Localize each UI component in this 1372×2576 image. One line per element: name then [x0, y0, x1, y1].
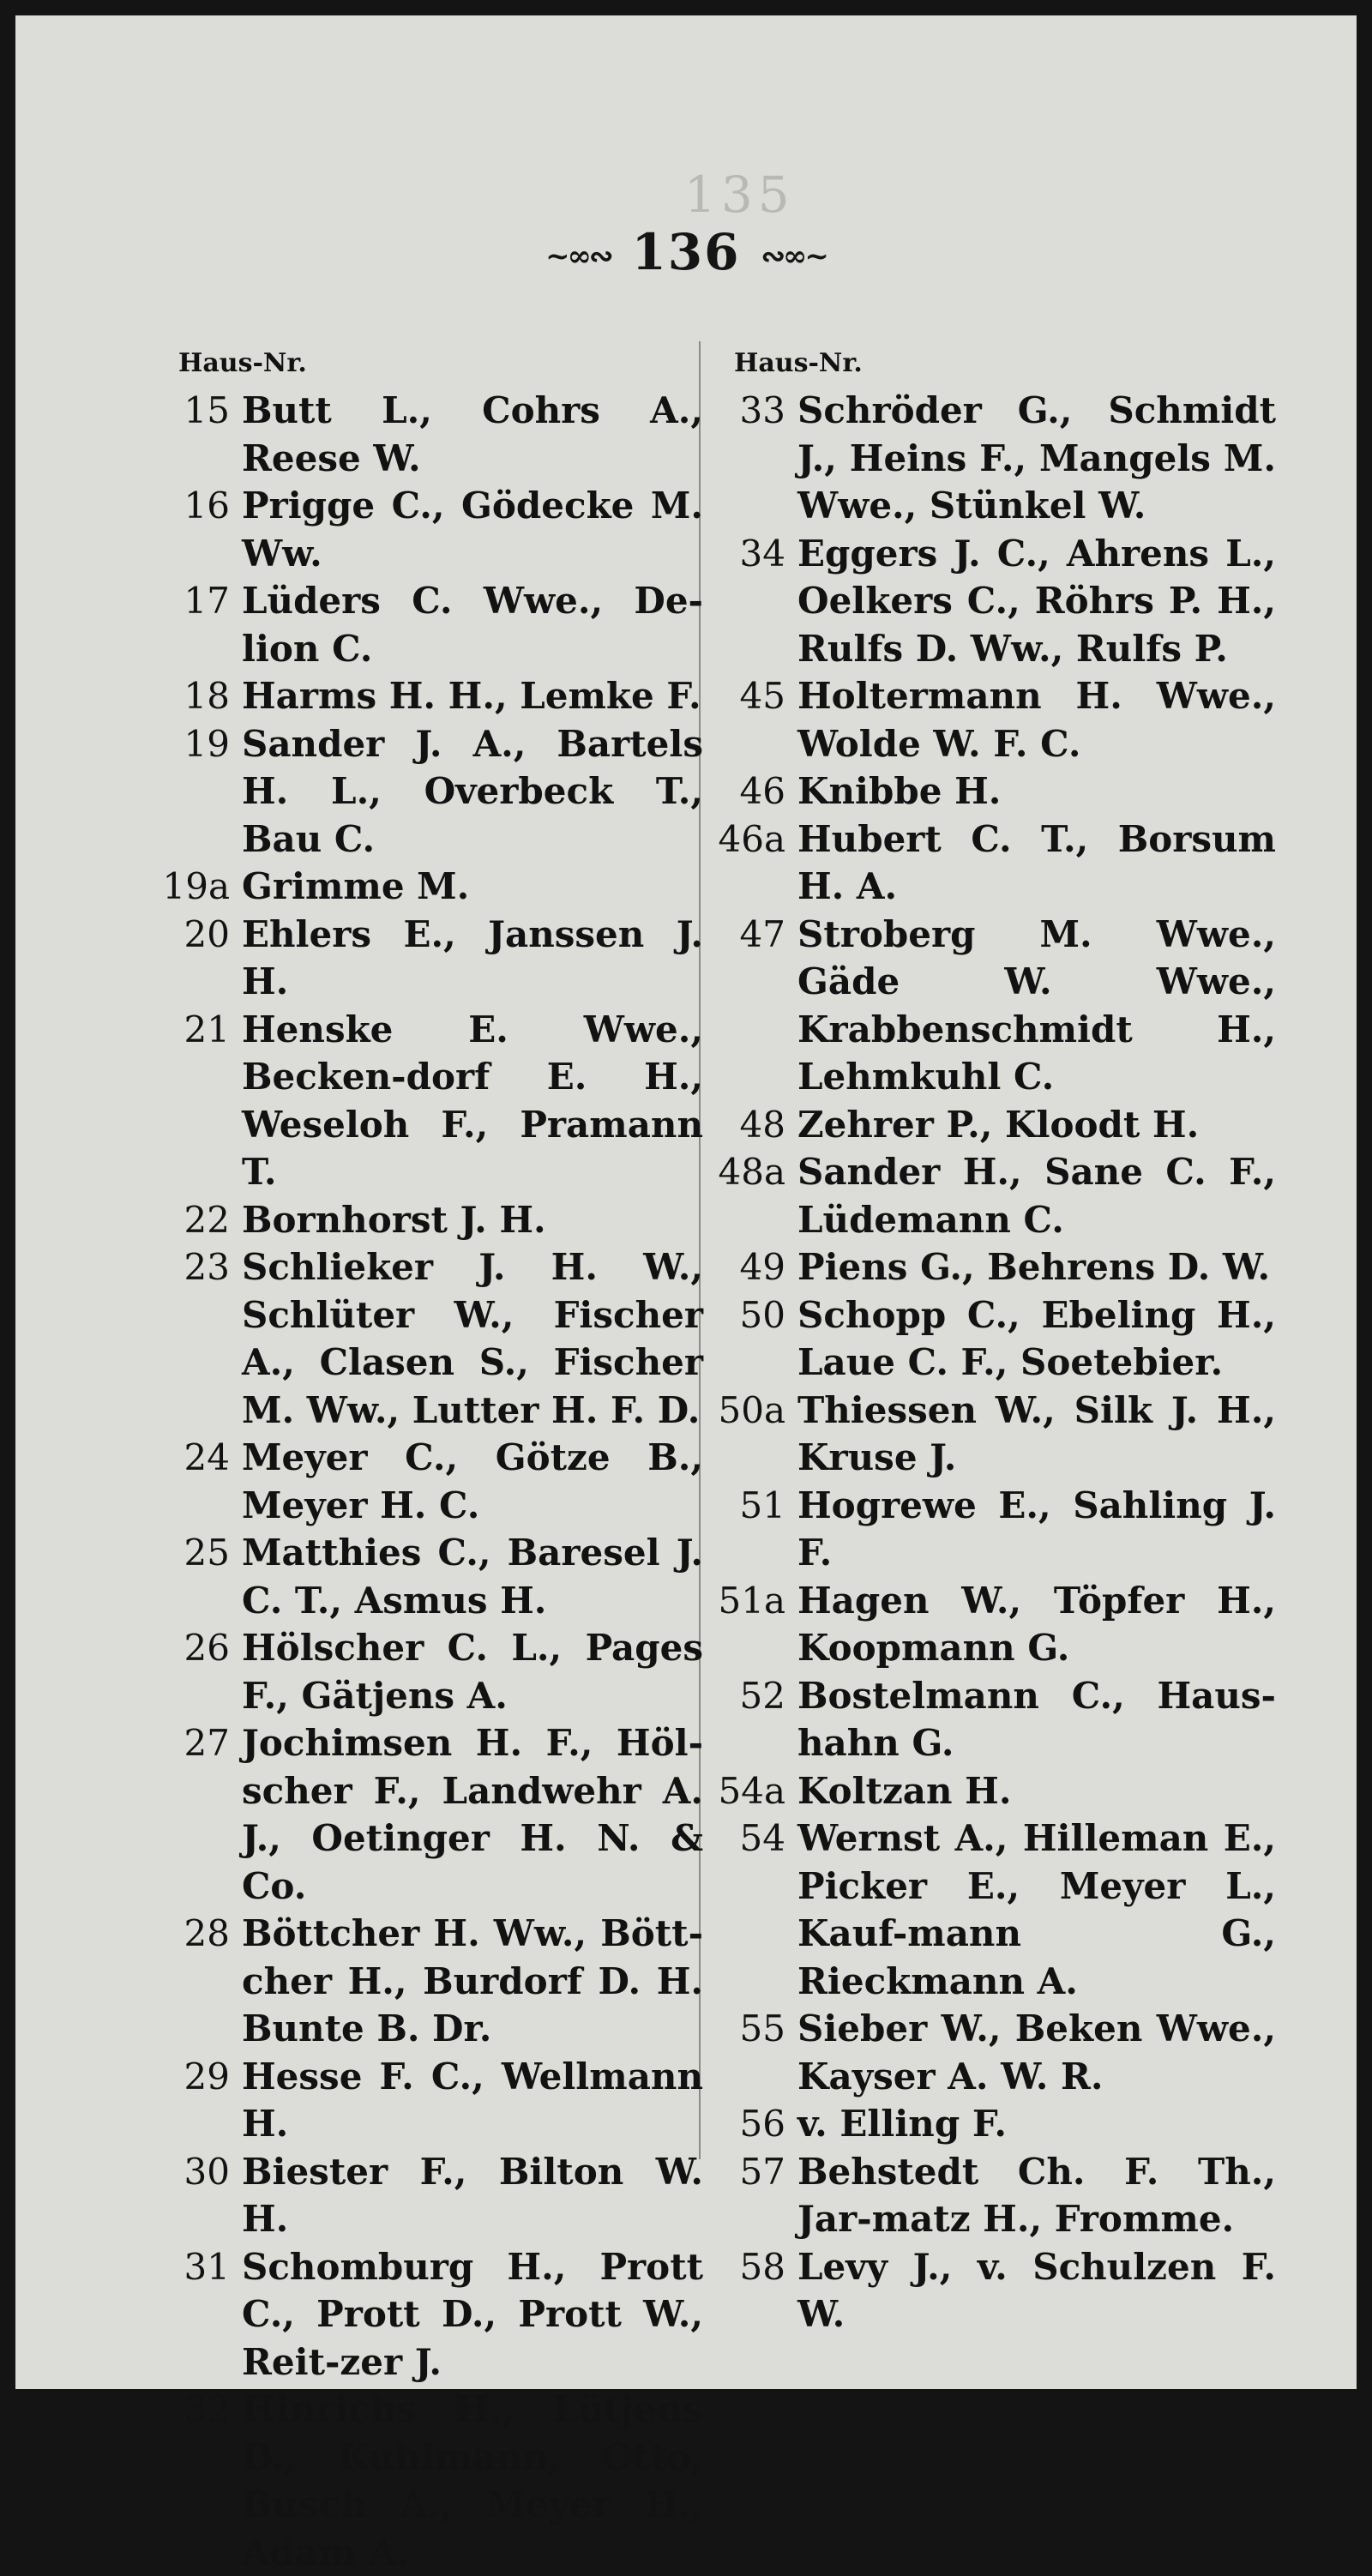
house-entry	[715, 387, 1281, 530]
resident-names: Jochimsen H. F., Höl-scher F., Landwehr A. J., Oetinger H. N. & Co.	[242, 1722, 703, 1907]
house-entry	[159, 2243, 708, 2386]
house-number: 48a	[718, 1151, 785, 1193]
resident-names: Meyer C., Götze B., Meyer H. C.	[242, 1436, 703, 1526]
resident-names: Sander H., Sane C. F., Lüdemann C.	[797, 1151, 1276, 1241]
house-entry	[159, 911, 708, 1006]
house-number: 49	[739, 1246, 785, 1288]
resident-names: Hölscher C. L., Pages F., Gätjens A.	[242, 1627, 703, 1717]
house-number: 51a	[718, 1579, 785, 1622]
house-number: 54	[739, 1817, 785, 1859]
resident-names: Harms H. H., Lemke F.	[242, 675, 701, 717]
house-number: 31	[184, 2245, 230, 2288]
house-number: 58	[739, 2245, 785, 2288]
house-entry	[159, 2053, 708, 2148]
resident-names: Prigge C., Gödecke M. Ww.	[242, 485, 703, 575]
house-entry	[715, 816, 1281, 911]
house-number: 47	[739, 912, 785, 955]
house-number: 29	[184, 2055, 230, 2098]
house-number: 32	[184, 2388, 230, 2430]
house-entry	[159, 387, 708, 482]
house-entry	[159, 1719, 708, 1910]
house-entry	[159, 482, 708, 577]
resident-names: Knibbe H.	[797, 770, 1002, 812]
house-entry	[159, 863, 708, 911]
house-number: 24	[184, 1436, 230, 1478]
resident-names: Stroberg M. Wwe., Gäde W. Wwe., Krabbenschmidt H., Lehmkuhl C.	[797, 912, 1276, 1098]
house-number: 19	[184, 722, 230, 765]
resident-names: v. Elling F.	[797, 2103, 1008, 2145]
house-number: 27	[184, 1722, 230, 1764]
house-number: 52	[739, 1674, 785, 1717]
house-entry	[715, 1101, 1281, 1149]
resident-names: Levy J., v. Schulzen F. W.	[797, 2245, 1276, 2335]
house-entry	[715, 1577, 1281, 1672]
resident-names: Eggers J. C., Ahrens L., Oelkers C., Röhrs P. H., Rulfs D. Ww., Rulfs P.	[797, 532, 1276, 670]
house-entry	[159, 1910, 708, 2053]
resident-names: Schröder G., Schmidt J., Heins F., Mangels M. Wwe., Stünkel W.	[797, 389, 1276, 527]
house-entry	[715, 1482, 1281, 1577]
house-number: 56	[739, 2103, 785, 2145]
resident-names: Piens G., Behrens D. W.	[797, 1246, 1271, 1288]
house-number: 34	[739, 532, 785, 575]
house-number: 26	[184, 1627, 230, 1669]
house-number: 21	[184, 1008, 230, 1050]
resident-names: Hesse F. C., Wellmann H.	[242, 2055, 703, 2145]
house-entry	[159, 1529, 708, 1624]
house-number: 30	[184, 2150, 230, 2193]
resident-names: Schlieker J. H. W., Schlüter W., Fischer A., Clasen S., Fischer M. Ww., Lutter H. F. D.	[242, 1246, 703, 1431]
house-number: 50	[739, 1293, 785, 1336]
house-number: 28	[184, 1912, 230, 1954]
house-entry	[715, 767, 1281, 816]
resident-names: Schomburg H., Prott C., Prott D., Prott W., Reit-zer J.	[242, 2245, 703, 2383]
column-heading: Haus-Nr.	[178, 348, 307, 378]
left-entry-list	[159, 387, 708, 2576]
right-column	[715, 340, 1281, 2338]
house-entry	[715, 2100, 1281, 2148]
house-entry	[159, 1006, 708, 1196]
house-number: 20	[184, 912, 230, 955]
resident-names: Grimme M.	[242, 865, 470, 907]
resident-names: Behstedt Ch. F. Th., Jar-matz H., Fromme.	[797, 2150, 1276, 2240]
resident-names: Holtermann H. Wwe., Wolde W. F. C.	[797, 675, 1276, 765]
house-number: 50a	[718, 1388, 785, 1431]
resident-names: Wernst A., Hilleman E., Picker E., Meyer L., Kauf-mann G., Rieckmann A.	[797, 1817, 1276, 2002]
bleed-through-text: 135	[684, 166, 795, 224]
house-entry	[715, 911, 1281, 1101]
resident-names: Koltzan H.	[797, 1769, 1012, 1812]
house-number: 45	[739, 675, 785, 717]
book-page	[15, 15, 1357, 2573]
ornament-right: ∾∞~	[761, 239, 827, 274]
house-entry	[715, 1767, 1281, 1815]
resident-names: Thiessen W., Silk J. H., Kruse J.	[797, 1388, 1276, 1478]
house-entry	[159, 2148, 708, 2243]
resident-names: Böttcher H. Ww., Bött-cher H., Burdorf D. H. Bunte B. Dr.	[242, 1912, 703, 2049]
house-number: 18	[184, 675, 230, 717]
house-entry	[715, 2243, 1281, 2338]
house-number: 15	[184, 389, 230, 431]
left-column	[159, 340, 708, 2576]
house-entry	[715, 530, 1281, 673]
house-entry	[715, 1387, 1281, 1482]
resident-names: Butt L., Cohrs A., Reese W.	[242, 389, 703, 479]
resident-names: Bostelmann C., Haus-hahn G.	[797, 1674, 1276, 1764]
resident-names: Hubert C. T., Borsum H. A.	[797, 817, 1276, 907]
house-entry	[715, 1672, 1281, 1767]
house-number: 33	[739, 389, 785, 431]
house-number: 55	[739, 2007, 785, 2049]
house-number: 48	[739, 1103, 785, 1146]
house-entry	[159, 577, 708, 672]
house-number: 16	[184, 485, 230, 527]
house-number: 22	[184, 1198, 230, 1241]
house-number: 51	[739, 1484, 785, 1526]
page-header	[15, 223, 1357, 281]
column-heading: Haus-Nr.	[734, 348, 863, 378]
house-entry	[159, 1196, 708, 1244]
house-entry	[715, 1815, 1281, 2005]
resident-names: Matthies C., Baresel J. C. T., Asmus H.	[242, 1532, 703, 1622]
house-number: 57	[739, 2150, 785, 2193]
house-number: 46	[739, 770, 785, 812]
house-entry	[715, 1291, 1281, 1387]
resident-names: Hagen W., Töpfer H., Koopmann G.	[797, 1579, 1276, 1669]
resident-names: Ehlers E., Janssen J. H.	[242, 912, 703, 1002]
resident-names: Bornhorst J. H.	[242, 1198, 546, 1241]
resident-names: Sander J. A., Bartels H. L., Overbeck T., Bau C.	[242, 722, 703, 860]
house-entry	[159, 2386, 708, 2576]
resident-names: Sieber W., Beken Wwe., Kayser A. W. R.	[797, 2007, 1276, 2098]
house-entry	[159, 1243, 708, 1434]
resident-names: Henske E. Wwe., Becken-dorf E. H., Weseloh F., Pramann T.	[242, 1008, 703, 1193]
resident-names: Hinrichs H., Lütjens D., Kuhlmann, Otto, Busch A., Meyer H., Adam A.	[242, 2388, 703, 2573]
house-number: 23	[184, 1246, 230, 1288]
resident-names: Lüders C. Wwe., De-lion C.	[242, 580, 703, 670]
house-entry	[159, 720, 708, 864]
house-entry	[715, 672, 1281, 767]
resident-names: Schopp C., Ebeling H., Laue C. F., Soetebier.	[797, 1293, 1276, 1383]
house-number: 25	[184, 1532, 230, 1574]
house-entry	[715, 2005, 1281, 2100]
house-number: 19a	[162, 865, 230, 907]
house-number: 17	[184, 580, 230, 622]
house-entry	[715, 1243, 1281, 1291]
resident-names: Zehrer P., Kloodt H.	[797, 1103, 1200, 1146]
page-number: 136	[631, 223, 741, 281]
resident-names: Biester F., Bilton W. H.	[242, 2150, 703, 2240]
resident-names: Hogrewe E., Sahling J. F.	[797, 1484, 1276, 1574]
house-number: 46a	[718, 817, 785, 860]
house-entry	[715, 2148, 1281, 2243]
ornament-left: ~∞∾	[545, 239, 611, 274]
right-entry-list	[715, 387, 1281, 2338]
house-number: 54a	[718, 1769, 785, 1812]
house-entry	[159, 672, 708, 720]
house-entry	[159, 1624, 708, 1719]
house-entry	[715, 1148, 1281, 1243]
house-entry	[159, 1434, 708, 1529]
